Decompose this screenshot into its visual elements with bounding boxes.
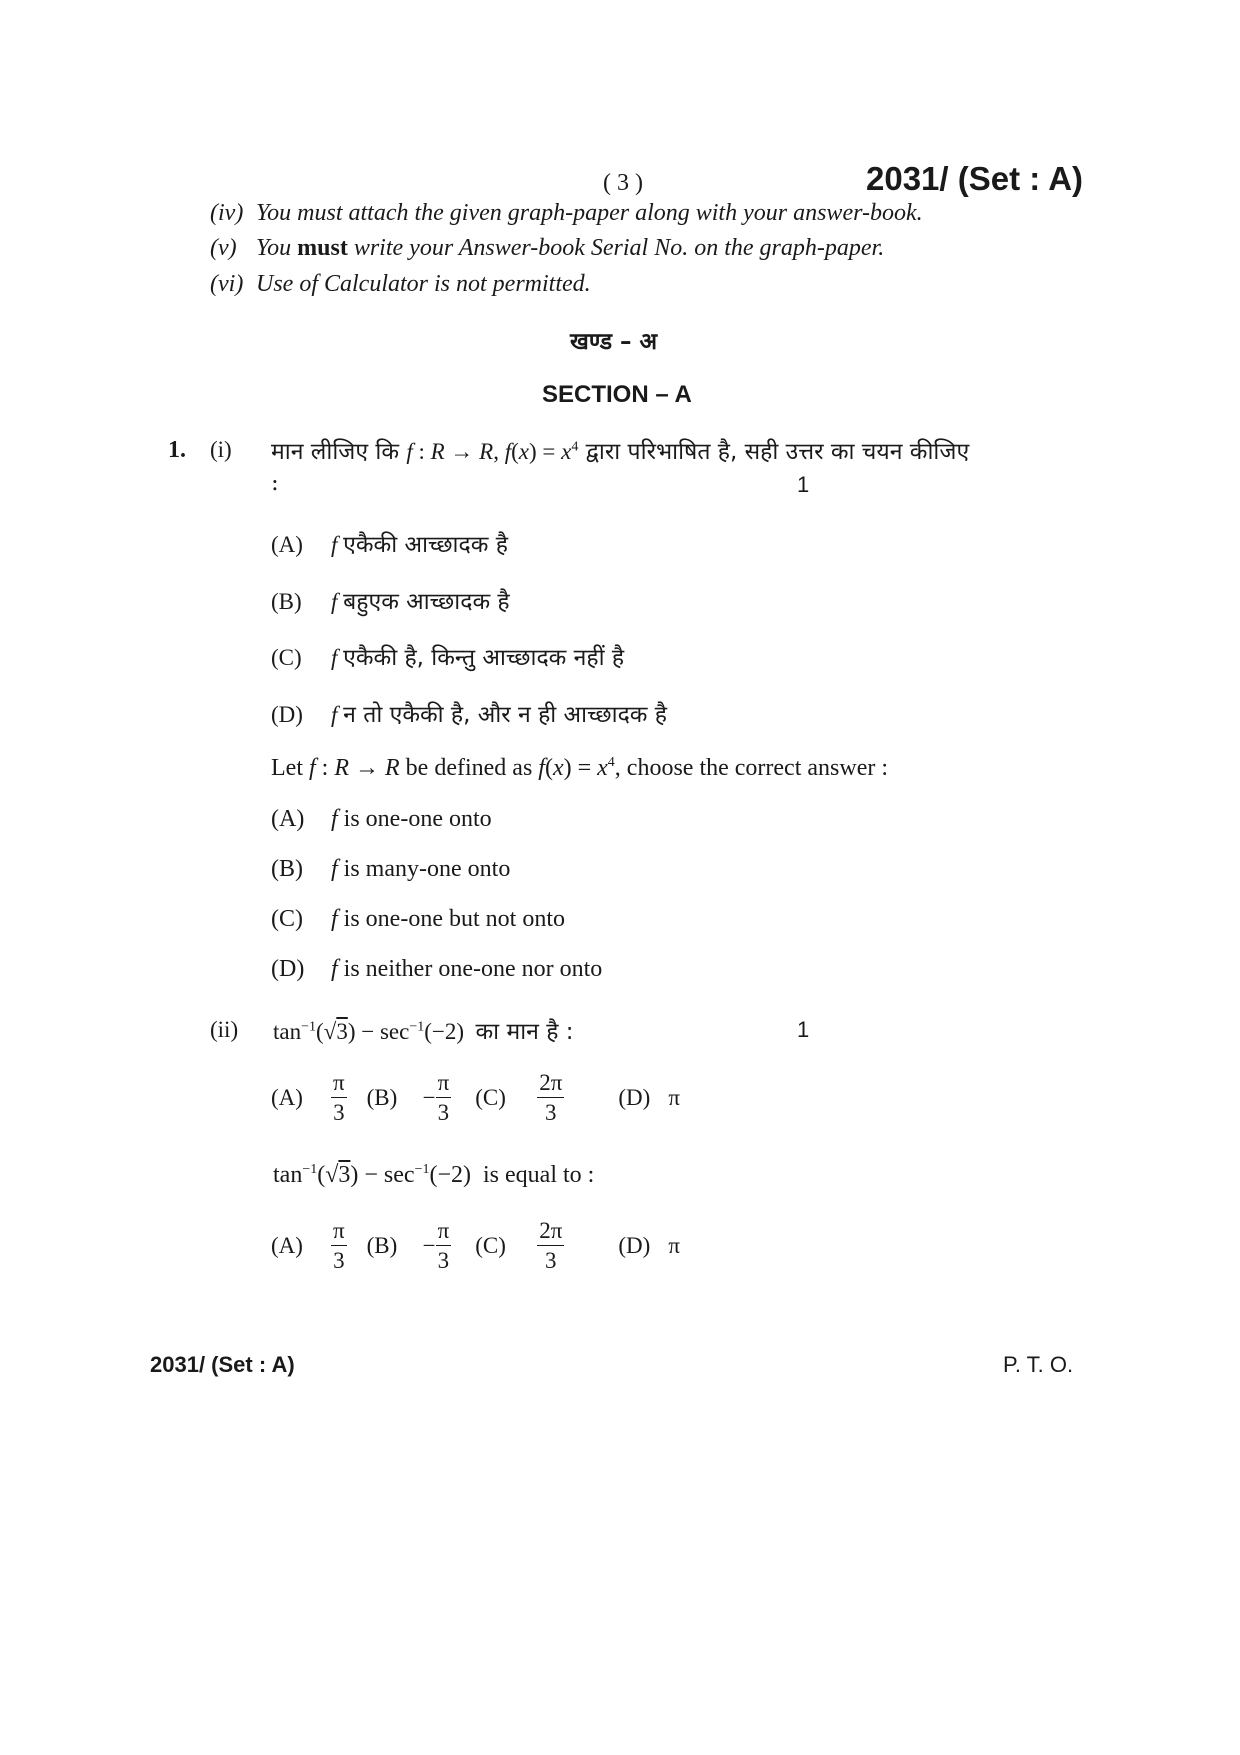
math-map: f : R → R — [308, 755, 400, 781]
fraction-numerator: 2π — [537, 1218, 564, 1246]
question-i-english-suffix: , choose the correct answer : — [614, 755, 889, 781]
hindi-option-b — [271, 584, 510, 616]
option-text: is neither one-one nor onto — [343, 956, 603, 982]
option-label: (A) — [271, 1232, 303, 1258]
math-f: f — [331, 956, 344, 982]
subquestion-label-i: (i) — [210, 437, 232, 462]
fraction-numerator: π — [331, 1070, 347, 1098]
question-i-english — [271, 755, 888, 782]
option-label: (D) — [271, 702, 303, 727]
paper-code-header: 2031/ (Set : A) — [866, 160, 1084, 197]
fraction-options-english — [271, 1218, 680, 1274]
english-option-b — [271, 856, 510, 883]
question-i-colon: : — [271, 470, 279, 496]
page-number: ( 3 ) — [603, 170, 643, 196]
option-label: (A) — [271, 532, 303, 557]
option-text: is many-one onto — [343, 856, 511, 882]
option-label: (C) — [475, 1084, 506, 1110]
fraction-option-a — [331, 1070, 347, 1126]
fraction-numerator: 2π — [537, 1070, 564, 1098]
hindi-option-c — [271, 640, 624, 672]
option-label: (C) — [271, 906, 303, 932]
english-option-a — [271, 806, 492, 833]
fraction-option-b — [436, 1070, 452, 1126]
instruction-text: write your Answer-book Serial No. on the graph-paper. — [347, 235, 885, 261]
option-label: (C) — [475, 1232, 506, 1258]
english-option-d — [271, 956, 602, 983]
fraction-denominator: 3 — [545, 1100, 557, 1126]
math-f: f — [331, 645, 344, 670]
option-value: π — [668, 1232, 680, 1258]
instruction-v — [210, 235, 884, 262]
question-i-hindi-suffix: द्वारा परिभाषित है, सही उत्तर का चयन कीजिए — [578, 439, 970, 465]
question-i-hindi-prefix: मान लीजिए कि — [271, 439, 407, 465]
option-label: (C) — [271, 645, 302, 670]
option-label: (B) — [271, 856, 303, 882]
math-f: f — [331, 589, 344, 614]
option-label: (A) — [271, 806, 305, 832]
option-label: (B) — [271, 589, 302, 614]
question-number: 1. — [168, 437, 186, 463]
fraction-denominator: 3 — [437, 1100, 450, 1126]
fraction-option-a — [331, 1218, 347, 1274]
option-value: π — [668, 1084, 680, 1110]
math-expression: $\tan^{-1}(√3) - \sec^{-1}(-2)$ — [273, 1019, 465, 1044]
math-function-def: f : R → R, $f(x) = x^4$ — [406, 439, 579, 464]
fraction-denominator: 3 — [333, 1248, 345, 1274]
option-text: एकैकी आच्छादक है — [343, 532, 508, 558]
subquestion-label-ii: (ii) — [210, 1017, 239, 1042]
math-expression: $\tan^{-1}(√3) - \sec^{-1}(-2)$ — [273, 1162, 472, 1188]
math-f: f — [331, 906, 344, 932]
fraction-denominator: 3 — [333, 1100, 345, 1126]
fraction-denominator: 3 — [437, 1248, 450, 1274]
english-option-c — [271, 906, 565, 933]
instruction-number: (iv) — [210, 200, 244, 226]
option-text: is one-one but not onto — [343, 906, 565, 932]
section-heading-hindi: खण्ड – अ — [570, 329, 658, 355]
question-ii-hindi-suffix: का मान है : — [475, 1019, 574, 1045]
question-i-english-middle: be defined as — [399, 755, 539, 781]
option-text: न तो एकैकी है, और न ही आच्छादक है — [343, 702, 667, 728]
math-f: f — [331, 702, 344, 727]
instruction-text: You — [256, 235, 298, 261]
hindi-option-a — [271, 527, 508, 559]
hindi-option-d — [271, 697, 667, 729]
instruction-iv — [210, 200, 923, 227]
instruction-text: You must attach the given graph-paper along with your answer-book. — [256, 200, 923, 226]
minus-sign: − — [422, 1084, 436, 1110]
fraction-option-c — [537, 1218, 564, 1274]
question-i-english-prefix: Let — [271, 755, 309, 781]
option-label: (D) — [271, 956, 305, 982]
instruction-vi — [210, 271, 591, 298]
question-ii-english-suffix: is equal to : — [483, 1162, 595, 1188]
math-function-def: $f(x) = x^4$ — [538, 755, 615, 781]
instruction-number: (v) — [210, 235, 237, 261]
question-ii-english — [273, 1162, 594, 1189]
question-ii-hindi — [273, 1014, 574, 1046]
option-text: एकैकी है, किन्तु आच्छादक नहीं है — [343, 645, 625, 671]
option-text: is one-one onto — [343, 806, 492, 832]
paper-code-footer: 2031/ (Set : A) — [150, 1352, 295, 1377]
fraction-numerator: π — [331, 1218, 347, 1246]
option-label: (D) — [618, 1084, 651, 1110]
fraction-numerator: π — [436, 1070, 452, 1098]
fraction-option-b — [436, 1218, 452, 1274]
pto-label: P. T. O. — [1003, 1352, 1074, 1377]
question-i-hindi — [271, 434, 969, 466]
marks-i: 1 — [797, 472, 810, 497]
marks-ii: 1 — [797, 1017, 810, 1042]
fraction-option-c — [537, 1070, 564, 1126]
instruction-number: (vi) — [210, 271, 244, 297]
option-label: (B) — [366, 1084, 398, 1110]
option-label: (A) — [271, 1084, 303, 1110]
fraction-options-hindi — [271, 1070, 680, 1126]
option-text: बहुएक आच्छादक है — [343, 589, 510, 615]
minus-sign: − — [422, 1232, 436, 1258]
math-f: f — [331, 806, 344, 832]
option-label: (B) — [366, 1232, 398, 1258]
fraction-numerator: π — [436, 1218, 452, 1246]
math-f: f — [331, 532, 344, 557]
fraction-denominator: 3 — [545, 1248, 557, 1274]
instruction-bold: must — [297, 235, 348, 261]
instruction-text: Use of Calculator is not permitted. — [256, 271, 591, 297]
section-heading-english: SECTION – A — [542, 381, 692, 408]
option-label: (D) — [618, 1232, 651, 1258]
math-f: f — [331, 856, 344, 882]
